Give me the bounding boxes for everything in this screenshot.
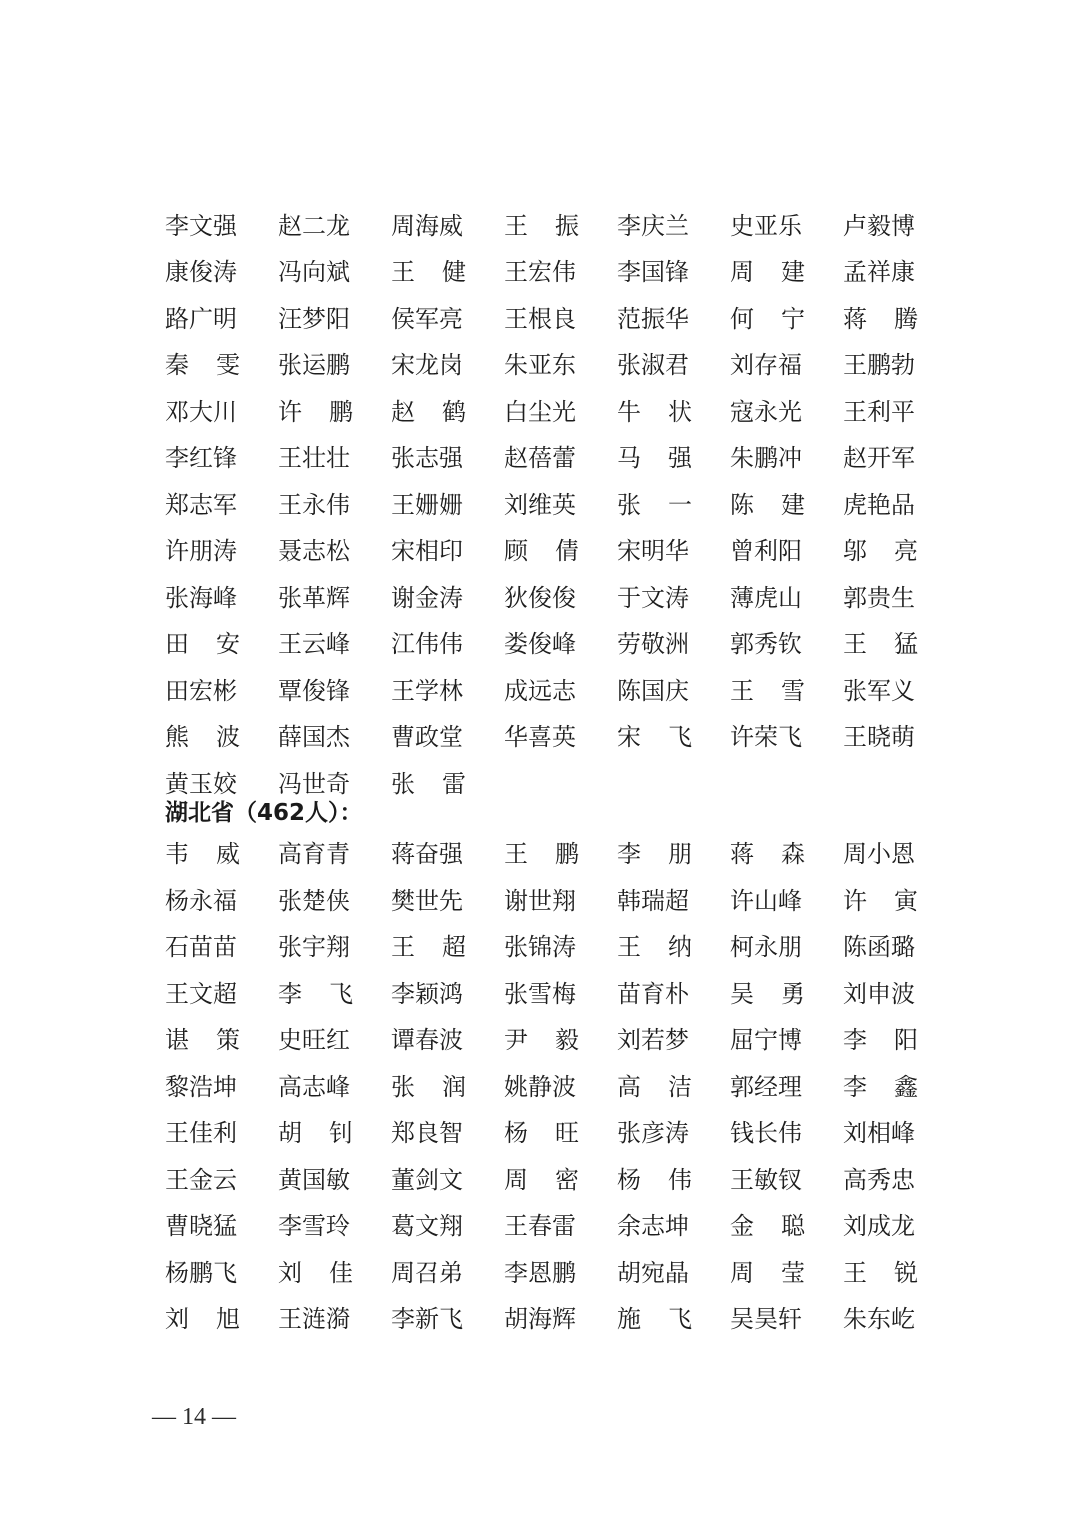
hubei-row [165,875,925,922]
person-name: 施 飞 [617,1305,692,1334]
person-name: 屈宁博 [730,1026,802,1055]
person-name: 韦 威 [165,840,240,869]
person-name: 许 寅 [843,886,918,915]
person-name: 王 健 [391,258,466,287]
person-name: 许荣飞 [730,723,802,752]
person-name: 覃俊锋 [278,676,350,705]
person-name: 王云峰 [278,630,350,659]
person-name: 郭贵生 [843,583,915,612]
person-name: 姚静波 [504,1072,576,1101]
person-name: 陈 建 [730,490,805,519]
person-name: 张淑君 [617,351,689,380]
person-name: 张 一 [617,490,692,519]
person-name: 曹政堂 [391,723,463,752]
person-name: 谌 策 [165,1026,240,1055]
person-name: 王晓萌 [843,723,915,752]
person-name: 刘 佳 [278,1258,353,1287]
person-name: 侯军亮 [391,304,463,333]
person-name: 冯世奇 [278,769,350,798]
person-name: 张革辉 [278,583,350,612]
person-name: 张运鹏 [278,351,350,380]
person-name: 邬 亮 [843,537,918,566]
person-name: 宋 飞 [617,723,692,752]
person-name: 薄虎山 [730,583,802,612]
name-list [165,200,925,1340]
page-number: — 14 — [152,1404,236,1430]
previous-province-row [165,572,925,619]
person-name: 白尘光 [504,397,576,426]
person-name: 胡宛晶 [617,1258,689,1287]
person-name: 郑志军 [165,490,237,519]
previous-province-row [165,712,925,759]
person-name: 牛 状 [617,397,692,426]
person-name: 李国锋 [617,258,689,287]
person-name: 田宏彬 [165,676,237,705]
person-name: 杨鹏飞 [165,1258,237,1287]
section-heading-hubei: 湖北省（462人）： [165,800,363,826]
previous-province-row [165,665,925,712]
person-name: 赵蓓蕾 [504,444,576,473]
person-name: 王利平 [843,397,915,426]
person-name: 曹晓猛 [165,1212,237,1241]
previous-province-row [165,386,925,433]
previous-province-row [165,340,925,387]
person-name: 李庆兰 [617,211,689,240]
person-name: 黄玉姣 [165,769,237,798]
person-name: 苗育朴 [617,979,689,1008]
person-name: 李文强 [165,211,237,240]
person-name: 聂志松 [278,537,350,566]
person-name: 于文涛 [617,583,689,612]
person-name: 劳敬洲 [617,630,689,659]
person-name: 马 强 [617,444,692,473]
person-name: 王敏钗 [730,1165,802,1194]
person-name: 柯永朋 [730,933,802,962]
person-name: 成远志 [504,676,576,705]
person-name: 吴昊轩 [730,1305,802,1334]
hubei-row [165,922,925,969]
person-name: 王 纳 [617,933,692,962]
person-name: 曾利阳 [730,537,802,566]
person-name: 范振华 [617,304,689,333]
person-name: 王姗姗 [391,490,463,519]
person-name: 薛国杰 [278,723,350,752]
person-name: 谢金涛 [391,583,463,612]
person-name: 刘 旭 [165,1305,240,1334]
person-name: 朱东屹 [843,1305,915,1334]
person-name: 王 猛 [843,630,918,659]
hubei-row [165,968,925,1015]
person-name: 王根良 [504,304,576,333]
person-name: 刘成龙 [843,1212,915,1241]
previous-province-row [165,526,925,573]
person-name: 李雪玲 [278,1212,350,1241]
person-name: 胡海辉 [504,1305,576,1334]
person-name: 黎浩坤 [165,1072,237,1101]
person-name: 许 鹏 [278,397,353,426]
person-name: 王鹏勃 [843,351,915,380]
person-name: 顾 倩 [504,537,579,566]
person-name: 周 密 [504,1165,579,1194]
person-name: 葛文翔 [391,1212,463,1241]
person-name: 刘相峰 [843,1119,915,1148]
hubei-row [165,1061,925,1108]
person-name: 秦 雯 [165,351,240,380]
person-name: 陈函璐 [843,933,915,962]
person-name: 吴 勇 [730,979,805,1008]
person-name: 张 润 [391,1072,466,1101]
person-name: 江伟伟 [391,630,463,659]
person-name: 胡 钊 [278,1119,353,1148]
person-name: 高秀忠 [843,1165,915,1194]
person-name: 高 洁 [617,1072,692,1101]
hubei-row [165,1108,925,1155]
person-name: 史亚乐 [730,211,802,240]
person-name: 宋龙岗 [391,351,463,380]
person-name: 虎艳品 [843,490,915,519]
previous-province-row [165,479,925,526]
person-name: 王涟漪 [278,1305,350,1334]
hubei-row [165,829,925,876]
person-name: 王春雷 [504,1212,576,1241]
person-name: 尹 毅 [504,1026,579,1055]
person-name: 金 聪 [730,1212,805,1241]
person-name: 李红锋 [165,444,237,473]
person-name: 杨 旺 [504,1119,579,1148]
person-name: 黄国敏 [278,1165,350,1194]
previous-province-row [165,200,925,247]
person-name: 石苗苗 [165,933,237,962]
previous-province-row [165,433,925,480]
previous-province-row [165,619,925,666]
previous-province-row [165,247,925,294]
person-name: 杨永福 [165,886,237,915]
person-name: 刘维英 [504,490,576,519]
person-name: 娄俊峰 [504,630,576,659]
person-name: 田 安 [165,630,240,659]
person-name: 王 鹏 [504,840,579,869]
person-name: 刘申波 [843,979,915,1008]
person-name: 樊世先 [391,886,463,915]
hubei-row [165,1015,925,1062]
person-name: 刘若梦 [617,1026,689,1055]
person-name: 张志强 [391,444,463,473]
person-name: 何 宁 [730,304,805,333]
person-name: 孟祥康 [843,258,915,287]
person-name: 史旺红 [278,1026,350,1055]
person-name: 王金云 [165,1165,237,1194]
person-name: 谢世翔 [504,886,576,915]
person-name: 康俊涛 [165,258,237,287]
person-name: 周召弟 [391,1258,463,1287]
person-name: 赵二龙 [278,211,350,240]
person-name: 李恩鹏 [504,1258,576,1287]
person-name: 朱亚东 [504,351,576,380]
person-name: 赵 鹤 [391,397,466,426]
person-name: 蒋奋强 [391,840,463,869]
hubei-row [165,1294,925,1341]
person-name: 张雪梅 [504,979,576,1008]
person-name: 张 雷 [391,769,466,798]
person-name: 李 朋 [617,840,692,869]
person-name: 张锦涛 [504,933,576,962]
person-name: 邓大川 [165,397,237,426]
person-name: 郑良智 [391,1119,463,1148]
person-name: 陈国庆 [617,676,689,705]
person-name: 朱鹏冲 [730,444,802,473]
person-name: 杨 伟 [617,1165,692,1194]
hubei-row [165,1201,925,1248]
person-name: 郭经理 [730,1072,802,1101]
person-name: 李 飞 [278,979,353,1008]
person-name: 许朋涛 [165,537,237,566]
person-name: 周小恩 [843,840,915,869]
person-name: 周 建 [730,258,805,287]
person-name: 谭春波 [391,1026,463,1055]
person-name: 张海峰 [165,583,237,612]
person-name: 董剑文 [391,1165,463,1194]
person-name: 华喜英 [504,723,576,752]
person-name: 王宏伟 [504,258,576,287]
person-name: 刘存福 [730,351,802,380]
person-name: 韩瑞超 [617,886,689,915]
person-name: 李新飞 [391,1305,463,1334]
person-name: 张军义 [843,676,915,705]
person-name: 许山峰 [730,886,802,915]
previous-province-row [165,293,925,340]
person-name: 周 莹 [730,1258,805,1287]
person-name: 冯向斌 [278,258,350,287]
person-name: 熊 波 [165,723,240,752]
person-name: 钱长伟 [730,1119,802,1148]
person-name: 郭秀钦 [730,630,802,659]
person-name: 蒋 森 [730,840,805,869]
person-name: 余志坤 [617,1212,689,1241]
person-name: 王永伟 [278,490,350,519]
person-name: 李 阳 [843,1026,918,1055]
person-name: 李颖鸿 [391,979,463,1008]
person-name: 王文超 [165,979,237,1008]
person-name: 汪梦阳 [278,304,350,333]
person-name: 李 鑫 [843,1072,918,1101]
person-name: 张宇翔 [278,933,350,962]
person-name: 寇永光 [730,397,802,426]
person-name: 张楚侠 [278,886,350,915]
person-name: 王学林 [391,676,463,705]
hubei-row [165,1247,925,1294]
person-name: 王佳利 [165,1119,237,1148]
person-name: 王 超 [391,933,466,962]
hubei-row [165,1154,925,1201]
person-name: 王 锐 [843,1258,918,1287]
person-name: 王 雪 [730,676,805,705]
person-name: 宋明华 [617,537,689,566]
person-name: 赵开军 [843,444,915,473]
person-name: 高育青 [278,840,350,869]
person-name: 蒋 腾 [843,304,918,333]
person-name: 周海威 [391,211,463,240]
person-name: 王壮壮 [278,444,350,473]
person-name: 张彦涛 [617,1119,689,1148]
person-name: 高志峰 [278,1072,350,1101]
person-name: 宋相印 [391,537,463,566]
person-name: 王 振 [504,211,579,240]
person-name: 卢毅博 [843,211,915,240]
person-name: 狄俊俊 [504,583,576,612]
person-name: 路广明 [165,304,237,333]
